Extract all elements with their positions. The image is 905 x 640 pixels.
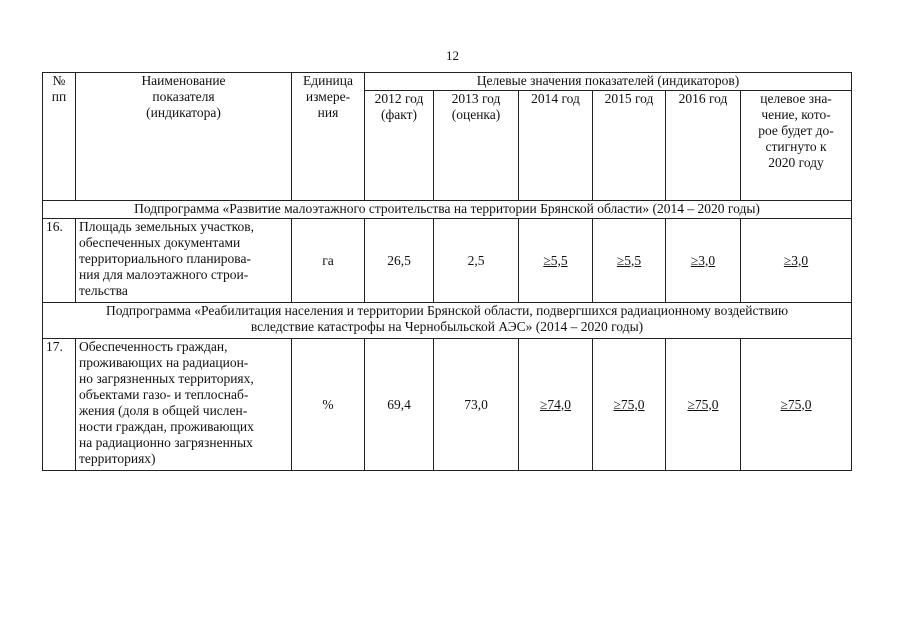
header-number: № пп — [43, 73, 76, 201]
row-16-value-2015: ≥5,5 — [593, 219, 666, 303]
subprogram-row-2 — [43, 303, 852, 339]
subprogram-row-1 — [43, 201, 852, 219]
row-17-name: Обеспеченность граждан, проживающих на радиацион- но загрязненных территориях, объектами газо- и теплоснаб- жения (доля в общей числен- ности граждан, проживающих на радиационно загрязненных территориях) — [76, 339, 292, 471]
header-year-2015: 2015 год — [593, 91, 666, 201]
row-17-value-2015: ≥75,0 — [593, 339, 666, 471]
row-16-value-2013: 2,5 — [434, 219, 519, 303]
subprogram-1-title: Подпрограмма «Развитие малоэтажного строительства на территории Брянской области» (2014 – 2020 годы) — [43, 201, 852, 219]
header-row-1 — [43, 73, 852, 91]
header-target-2020: целевое зна- чение, кото- рое будет до- стигнуто к 2020 году — [741, 91, 852, 201]
row-17-value-2016: ≥75,0 — [666, 339, 741, 471]
table-row-17 — [43, 339, 852, 471]
row-17-unit: % — [292, 339, 365, 471]
header-indicator-name: Наименование показателя (индикатора) — [76, 73, 292, 201]
row-16-unit: га — [292, 219, 365, 303]
header-year-2016: 2016 год — [666, 91, 741, 201]
indicators-table — [42, 72, 852, 471]
page-number: 12 — [446, 48, 459, 63]
header-unit: Единица измере- ния — [292, 73, 365, 201]
header-target-values: Целевые значения показателей (индикаторов) — [365, 73, 852, 91]
header-year-2013: 2013 год (оценка) — [434, 91, 519, 201]
row-16-value-2012: 26,5 — [365, 219, 434, 303]
row-17-value-2014: ≥74,0 — [519, 339, 593, 471]
row-16-value-2016: ≥3,0 — [666, 219, 741, 303]
row-16-target: ≥3,0 — [741, 219, 852, 303]
row-16-value-2014: ≥5,5 — [519, 219, 593, 303]
table-row-16 — [43, 219, 852, 303]
row-17-target: ≥75,0 — [741, 339, 852, 471]
row-17-value-2012: 69,4 — [365, 339, 434, 471]
row-16-number: 16. — [43, 219, 76, 303]
row-16-name: Площадь земельных участков, обеспеченных документами территориального планирова- ния для малоэтажного строи- тельства — [76, 219, 292, 303]
header-year-2014: 2014 год — [519, 91, 593, 201]
subprogram-2-title: Подпрограмма «Реабилитация населения и территории Брянской области, подвергшихся радиационному воздействию вследствие катастрофы на Чернобыльской АЭС» (2014 – 2020 годы) — [43, 303, 852, 339]
row-17-number: 17. — [43, 339, 76, 471]
header-year-2012: 2012 год (факт) — [365, 91, 434, 201]
row-17-value-2013: 73,0 — [434, 339, 519, 471]
